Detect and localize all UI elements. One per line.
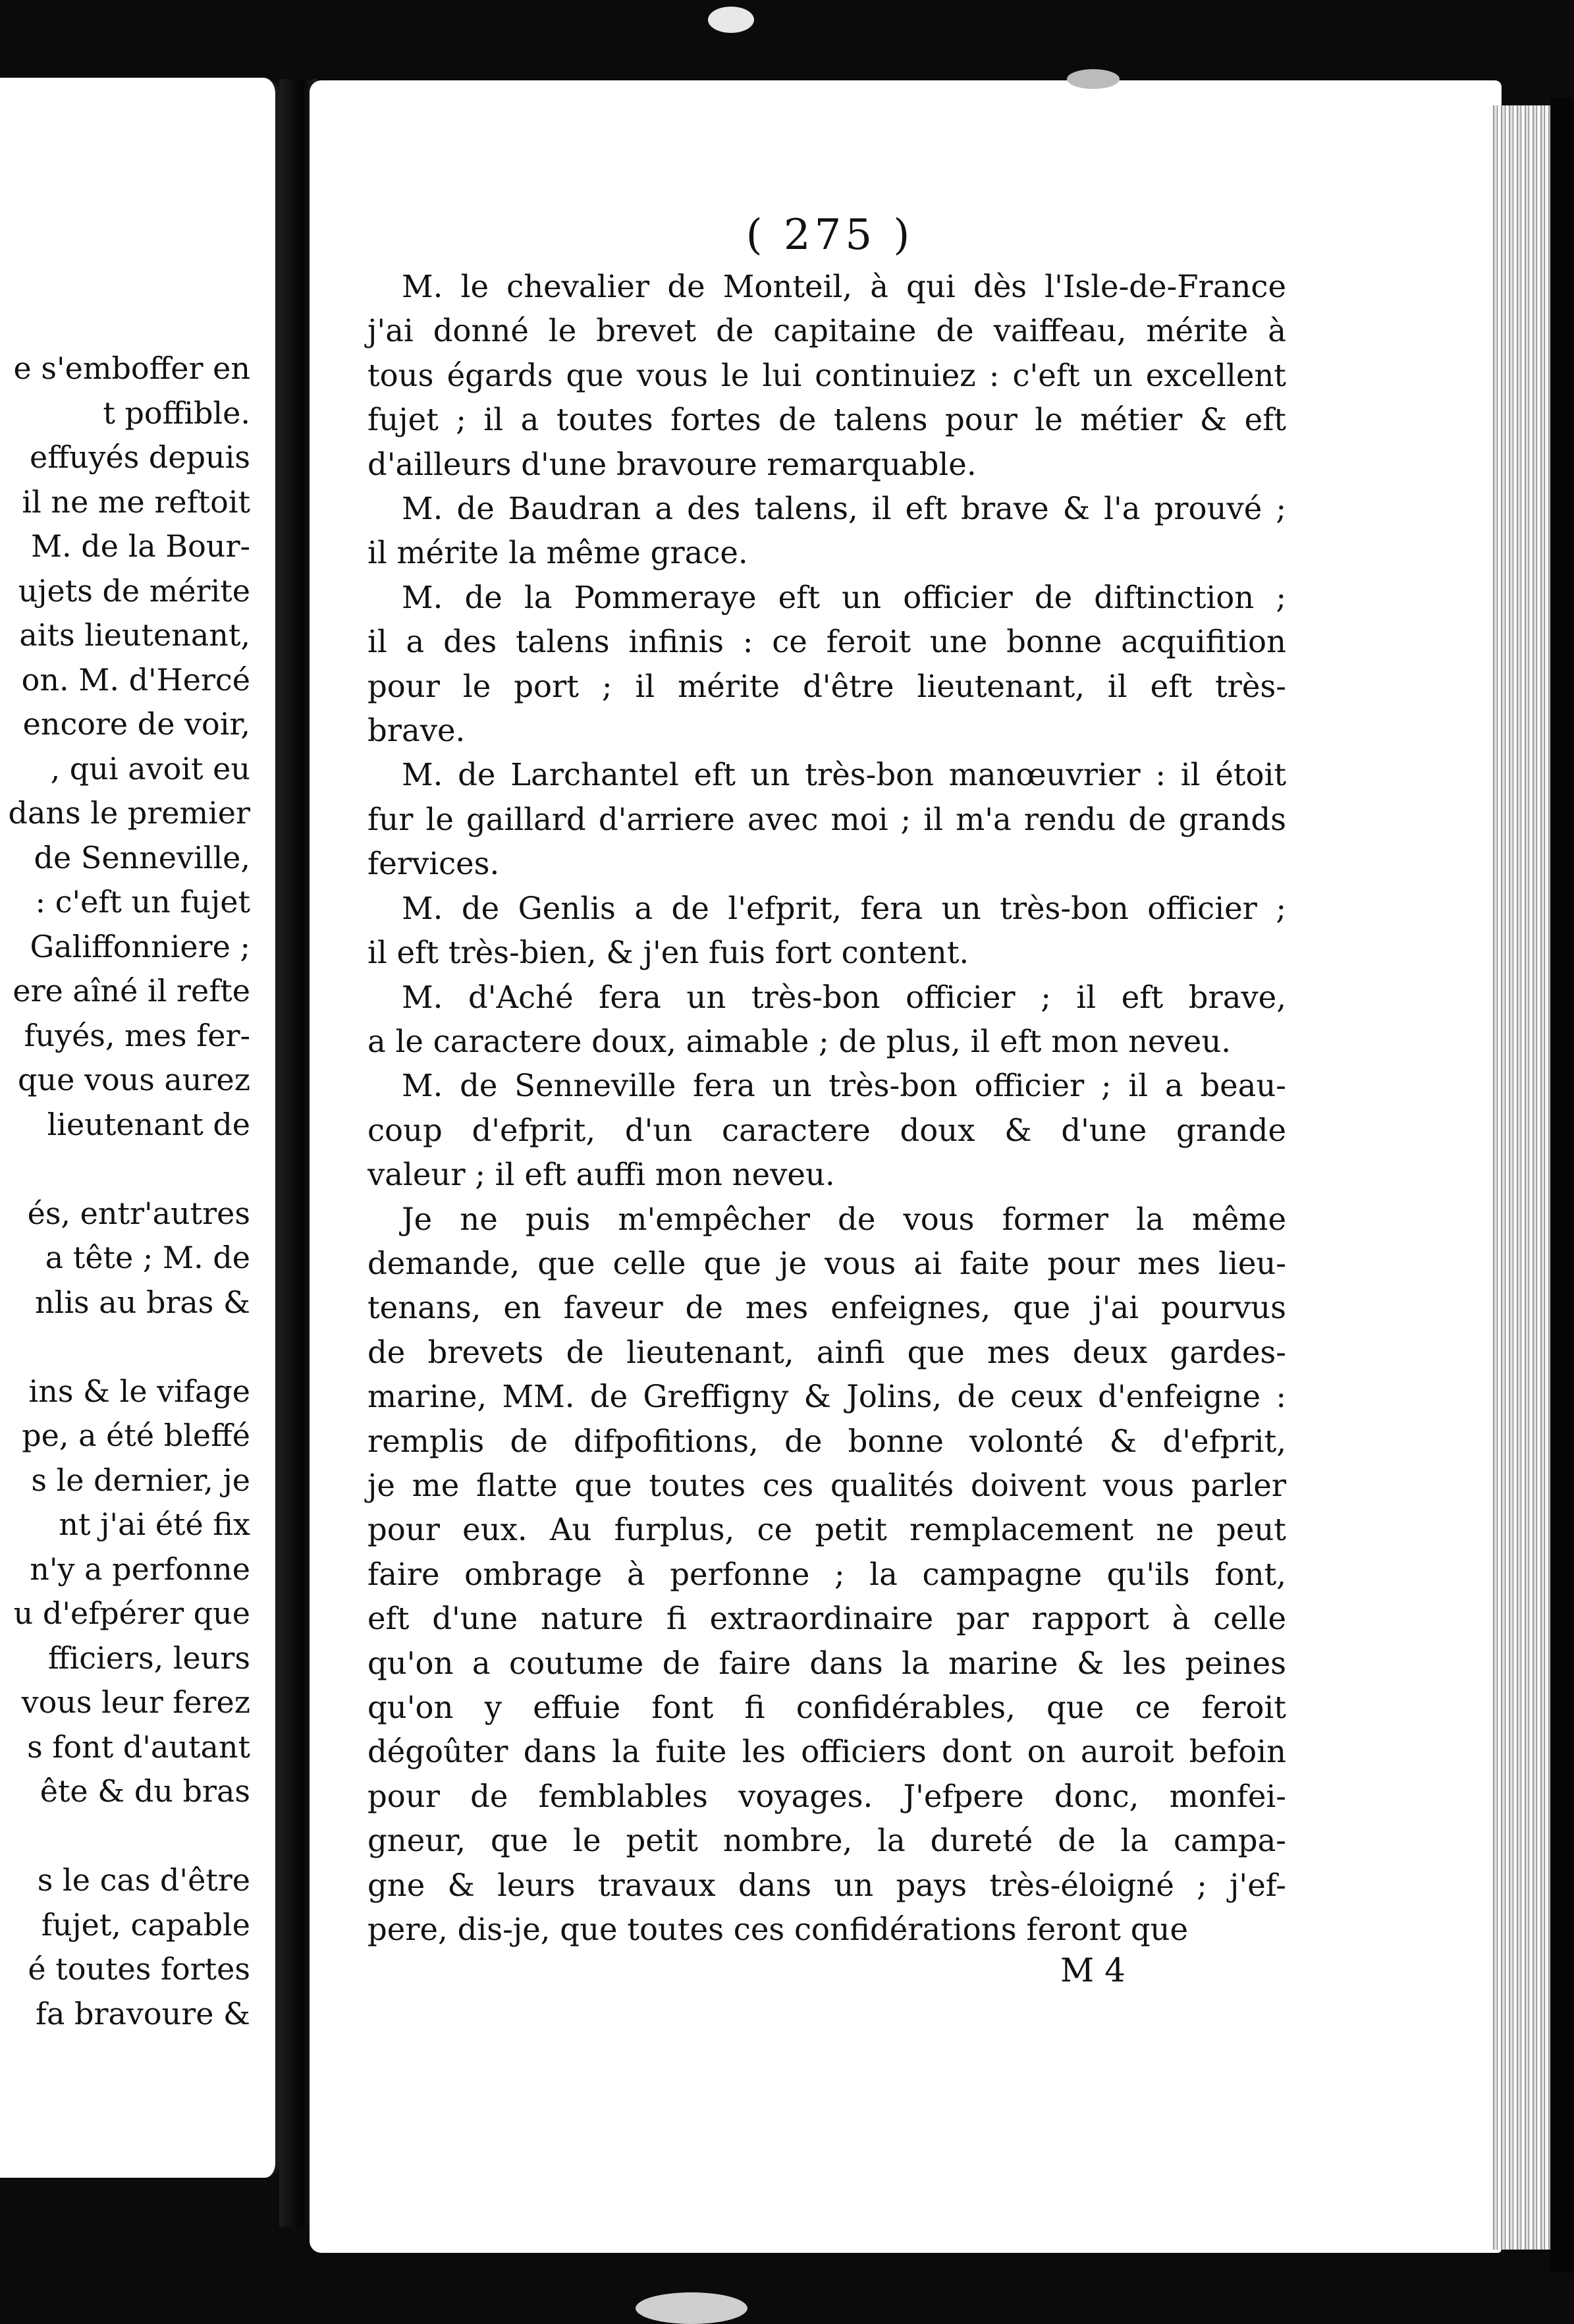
- edge-shadow: [1550, 99, 1574, 2273]
- paragraph: [367, 976, 1286, 1065]
- previous-page-line: effuyés depuis: [29, 439, 250, 475]
- previous-page-line: ujets de mérite: [18, 572, 250, 609]
- previous-page-line: fuyés, mes fer-: [24, 1017, 250, 1053]
- text-line: pere, dis-je, que toutes ces confidérations feront que: [367, 1912, 1188, 1948]
- previous-page-line: fficiers, leurs: [47, 1640, 250, 1676]
- previous-page-line: s le dernier, je: [31, 1462, 250, 1498]
- previous-page-line: que vous aurez: [18, 1062, 250, 1097]
- previous-page-line: dans le premier: [8, 795, 250, 831]
- previous-page-line: nt j'ai été fix: [59, 1507, 250, 1542]
- page-body-text: [367, 265, 1286, 1952]
- previous-page-line: ere aîné il refte: [13, 973, 250, 1009]
- text-line: fervices.: [367, 846, 500, 882]
- previous-page-fragment: [0, 78, 279, 2178]
- paragraph: [367, 487, 1286, 576]
- previous-page-line: vous leur ferez: [21, 1684, 250, 1720]
- text-line: qu'on a coutume de faire dans la marine & les peines: [367, 1645, 1286, 1681]
- previous-page-line: , qui avoit eu: [50, 750, 250, 787]
- paragraph: [367, 265, 1286, 487]
- text-line: gne & leurs travaux dans un pays très-éloigné ; j'ef-: [367, 1867, 1286, 1903]
- previous-page-line: pe, a été bleffé: [22, 1418, 250, 1453]
- previous-page-line: de Senneville,: [34, 839, 250, 875]
- previous-page-line: s font d'autant: [27, 1729, 250, 1765]
- text-line: qu'on y effuie font fi confidérables, que ce feroit: [367, 1690, 1286, 1725]
- text-line: coup d'efprit, d'un caractere doux & d'une grande: [367, 1112, 1286, 1148]
- paragraph: [367, 576, 1286, 754]
- previous-page-line: e s'emboffer en: [13, 350, 250, 386]
- text-line: M. de la Pommeraye eft un officier de diftinction ;: [402, 579, 1286, 615]
- text-line: dégoûter dans la fuite les officiers dont on auroit befoin: [367, 1734, 1286, 1770]
- text-line: a le caractere doux, aimable ; de plus, il eft mon neveu.: [367, 1023, 1232, 1059]
- printer-signature: M 4: [1060, 1951, 1126, 1989]
- previous-page-line: t poffible.: [103, 395, 250, 431]
- previous-page-line: fujet, capable: [41, 1906, 250, 1943]
- previous-page-line: aits lieutenant,: [19, 617, 250, 653]
- dust-speck: [1067, 69, 1120, 89]
- paragraph: [367, 753, 1286, 886]
- page-edges: [1490, 105, 1550, 2250]
- previous-page-line: encore de voir,: [22, 706, 250, 742]
- dust-speck: [636, 2292, 747, 2324]
- previous-page-line: Galiffonniere ;: [30, 928, 250, 964]
- previous-page-line: és, entr'autres: [27, 1195, 250, 1231]
- dust-speck: [708, 7, 754, 33]
- previous-page-line: il ne me reftoit: [22, 484, 250, 520]
- text-line: M. de Genlis a de l'efprit, fera un très-bon officier ;: [402, 890, 1286, 926]
- text-line: M. de Baudran a des talens, il eft brave & l'a prouvé ;: [402, 491, 1286, 527]
- previous-page-line: ins & le vifage: [28, 1373, 250, 1409]
- previous-page-line: on. M. d'Hercé: [21, 661, 250, 698]
- previous-page-line: n'y a perfonne: [30, 1551, 250, 1587]
- page-number: ( 275 ): [746, 211, 914, 260]
- previous-page-line: : c'eft un fujet: [35, 884, 250, 920]
- text-line: M. de Larchantel eft un très-bon manœuvrier : il étoit: [402, 757, 1286, 793]
- previous-page-line: [0, 1147, 250, 1192]
- previous-page-line: lieutenant de: [47, 1106, 250, 1142]
- text-line: il eft très-bien, & j'en fuis fort content.: [367, 935, 969, 971]
- text-line: pour de femblables voyages. J'efpere donc, monfei-: [367, 1778, 1286, 1814]
- previous-page-line: a tête ; M. de: [45, 1240, 250, 1275]
- paragraph: [367, 1064, 1286, 1197]
- text-line: fujet ; il a toutes fortes de talens pour le métier & eft: [367, 402, 1286, 438]
- text-line: tous égards que vous le lui continuiez : c'eft un excellent: [367, 357, 1286, 393]
- text-line: pour le port ; il mérite d'être lieutenant, il eft très-: [367, 668, 1286, 704]
- previous-page-line: ête & du bras: [40, 1773, 250, 1809]
- text-line: de brevets de lieutenant, ainfi que mes deux gardes-: [367, 1334, 1286, 1370]
- paragraph: [367, 1198, 1286, 1952]
- text-line: gneur, que le petit nombre, la dureté de la campa-: [367, 1823, 1286, 1859]
- text-line: pour eux. Au furplus, ce petit remplacement ne peut: [367, 1512, 1286, 1548]
- previous-page-line: u d'efpérer que: [13, 1595, 250, 1631]
- text-line: marine, MM. de Greffigny & Jolins, de ceux d'enfeigne :: [367, 1379, 1286, 1415]
- text-line: j'ai donné le brevet de capitaine de vaiffeau, mérite à: [367, 313, 1286, 349]
- text-line: il mérite la même grace.: [367, 535, 748, 571]
- previous-page-line: nlis au bras &: [35, 1284, 250, 1320]
- text-line: il a des talens infinis : ce feroit une bonne acquifition: [367, 624, 1286, 660]
- paragraph: [367, 887, 1286, 976]
- text-line: Je ne puis m'empêcher de vous former la même: [402, 1201, 1286, 1237]
- previous-page-line: s le cas d'être: [37, 1862, 250, 1898]
- previous-page-text: [0, 346, 250, 2036]
- previous-page-line: [0, 1814, 250, 1859]
- text-line: je me flatte que toutes ces qualités doivent vous parler: [367, 1467, 1286, 1503]
- previous-page-line: [0, 1325, 250, 1370]
- text-line: M. de Senneville fera un très-bon officier ; il a beau-: [402, 1068, 1286, 1104]
- previous-page-line: fa bravoure &: [35, 1995, 250, 2032]
- text-line: brave.: [367, 713, 466, 749]
- text-line: demande, que celle que je vous ai faite pour mes lieu-: [367, 1245, 1286, 1281]
- text-line: eft d'une nature fi extraordinaire par rapport à celle: [367, 1601, 1286, 1637]
- text-line: tenans, en faveur de mes enfeignes, que j'ai pourvus: [367, 1290, 1286, 1326]
- text-line: d'ailleurs d'une bravoure remarquable.: [367, 446, 977, 482]
- previous-page-line: é toutes fortes: [28, 1951, 250, 1987]
- text-line: valeur ; il eft auffi mon neveu.: [367, 1157, 835, 1193]
- text-line: faire ombrage à perfonne ; la campagne qu'ils font,: [367, 1556, 1286, 1592]
- text-line: fur le gaillard d'arriere avec moi ; il m'a rendu de grands: [367, 801, 1286, 837]
- text-line: M. d'Aché fera un très-bon officier ; il eft brave,: [402, 979, 1286, 1015]
- text-line: remplis de difpofitions, de bonne volonté & d'efprit,: [367, 1423, 1286, 1459]
- previous-page-line: M. de la Bour-: [30, 528, 250, 564]
- text-line: M. le chevalier de Monteil, à qui dès l'Isle-de-France: [402, 269, 1286, 304]
